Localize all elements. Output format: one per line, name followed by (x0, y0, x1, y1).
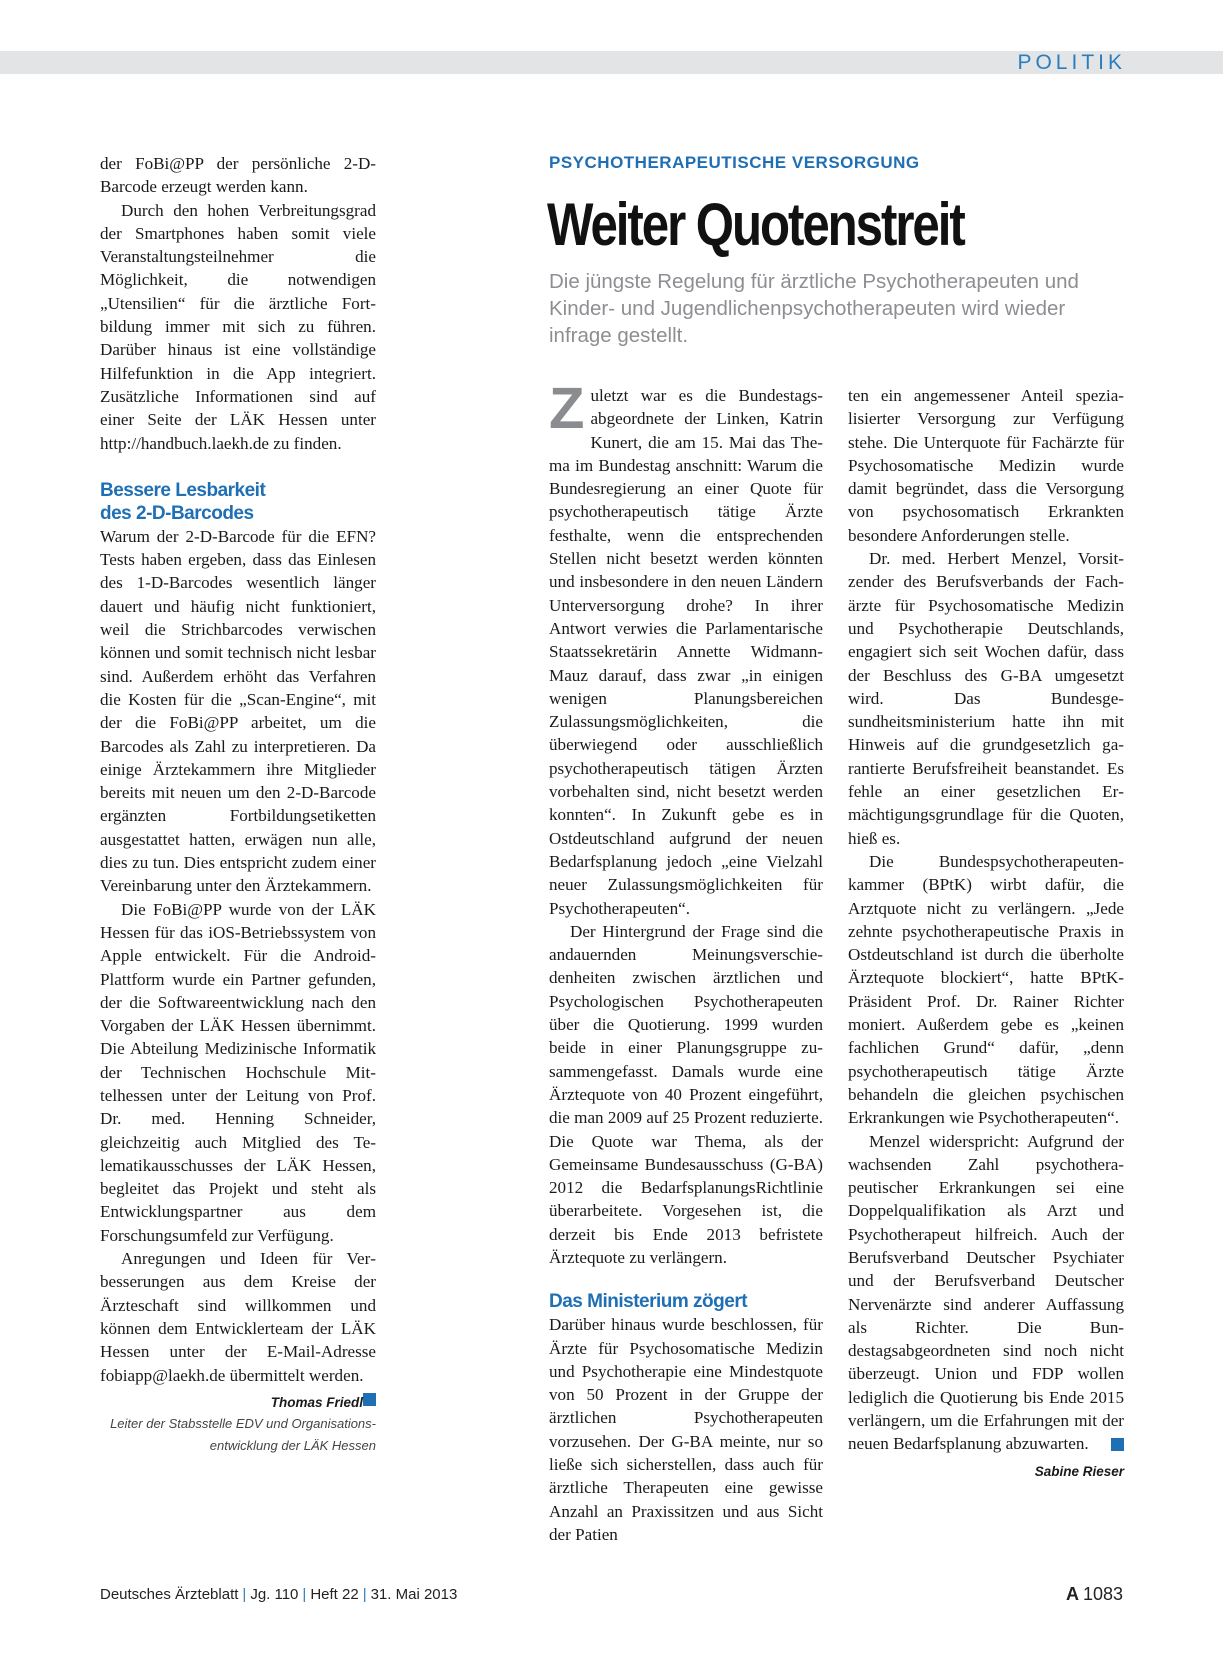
body-paragraph: Dr. med. Herbert Menzel, Vorsitzender des Berufsverbands der Fachärzte für Psychosomatische Medizin und Psychotherapie Deutschlands, engagiert sich seit Wochen dafür, dass der Beschluss des G-BA umgesetzt wird. Das Bundesgesundheitsministerium hatte ihn mit Hinweis auf die grundgesetzlich garantierte Berufsfreiheit beanstandet. Es fehle an einer gesetzlichen Ermächtigungsgrundlage für die Quoten, hieß es. (848, 549, 1124, 848)
body-paragraph (848, 1130, 1124, 1456)
footer-separator: | (242, 1586, 247, 1603)
affiliation-line: entwicklung der LÄK Hessen (209, 1437, 376, 1453)
issue-date: 31. Mai 2013 (370, 1586, 458, 1603)
body-paragraph (100, 1247, 376, 1387)
author-byline: Thomas Friedl (270, 1394, 363, 1410)
affiliation-line: Leiter der Stabsstelle EDV und Organisations- (110, 1415, 376, 1431)
author-byline: Sabine Rieser (1034, 1463, 1124, 1479)
subheading-line: Bessere Lesbarkeit (100, 479, 266, 501)
page-footer (100, 1585, 457, 1605)
article-title: Weiter Quotenstreit (547, 191, 964, 258)
page-prefix: A (1065, 1584, 1079, 1604)
paragraph-text: Menzel widerspricht: Aufgrund der wachsenden Zahl psychotherapeutischer Erkrankungen sei eine Doppelqualifikation als Arzt und Psychotherapeut hilfreich. Auch der Berufsverband Deutscher Psychiater und der Berufsverband Deutscher Nervenärzte sind anderer Auffassung als Richter. Die Bundestagsabgeordneten sind noch nicht überzeugt. Union und FDP wollen lediglich die Quotierung bis Ende 2015 verlängern, um die Erfahrungen mit der neuen Bedarfsplanung abzuwarten. (848, 1131, 1124, 1454)
page-number (1066, 1583, 1123, 1605)
subheading (100, 479, 376, 525)
paragraph-text: Anregungen und Ideen für Verbesserungen aus dem Kreise der Ärzteschaft sind willkommen und können dem Entwicklerteam der LÄK Hessen unter der E-Mail-Adresse fobiapp@laekh.de übermittelt werden. (100, 1249, 376, 1385)
body-paragraph (549, 376, 823, 920)
body-paragraph: Durch den hohen Verbreitungsgrad der Smartphones haben somit viele Veranstaltungsteilnehmer die Möglichkeit, die notwendigen „Utensilien“ für die ärztliche Fortbildung immer mit sich zu führen. Darüber hinaus ist eine vollständige Hilfefunktion in die App integriert. Zusätzliche Informationen sind auf einer Seite der LÄK Hessen unter http://handbuch.laekh.de zu finden. (100, 200, 376, 453)
article-lede: Die jüngste Regelung für ärztliche Psychotherapeuten und Kinder- und Jugendlichenpsychotherapeuten wird wieder infrage gestellt. (549, 270, 1079, 347)
subheading-line: des 2-D-Barcodes (100, 502, 254, 524)
end-mark-icon (1111, 1438, 1124, 1451)
author-affiliation (100, 1413, 376, 1457)
body-paragraph: Warum der 2-D-Barcode für die EFN? Tests haben ergeben, dass das Einlesen des 1-D-Barcodes wesentlich länger dauert und häufig nicht funktioniert, weil die Strichbarcodes verwischen können und somit technisch nicht lesbar sind. Außerdem erhöht das Verfahren die Kosten für die „Scan-Engine“, mit der die FoBi@PP arbeitet, um die Barcodes als Zahl zu interpretieren. Da einige Ärztekammern ihre Mitglieder bereits mit neuen um den 2-D-Barcode ergänzten Fortbildungsetiketten ausgestattet hatten, erwägen nun alle, dies zu tun. Dies entspricht zudem einer Vereinbarung unter den Ärztekammern. (100, 526, 376, 896)
paragraph-text: uletzt war es die Bundestagsabgeordnete der Linken, Katrin Kunert, die am 15. Mai das Thema im Bundestag anschnitt: Warum die Bundesregierung an einer Quote für psychotherapeutisch tätige Ärzte festhalte, wenn die entsprechenden Stellen nicht besetzt werden könnten und insbesondere in den neuen Ländern Unterversorgung drohe? In ihrer Antwort verwies die Parlamentarische Staatssekretärin Annette Widmann-Mauz darauf, dass zwar „in einigen wenigen Planungsbereichen Zulassungsmöglichkeiten, die überwiegend oder ausschließlich psychotherapeutisch tätigen Ärzten vorbehalten sind, nicht besetzt werden konnten“. In Zukunft gebe es in Ostdeutschland aufgrund der neuen Bedarfsplanung jedoch „eine Vielzahl neuer Zulassungsmöglichkeiten für Psychotherapeuten“. (549, 386, 823, 918)
footer-separator: | (362, 1586, 367, 1603)
end-mark-icon (363, 1393, 376, 1406)
body-paragraph: Darüber hinaus wurde beschlossen, für Ärzte für Psychosomatische Medizin und Psychotherapie eine Mindestquote von 50 Prozent in der Gruppe der ärztlichen Psychotherapeuten vorzusehen. Der G-BA meinte, nur so ließe sich sicherstellen, dass auch für ärztliche Therapeuten eine gewisse Anzahl an Praxissitzen und aus Sicht der Patien (549, 1315, 823, 1544)
left-column (100, 152, 376, 1457)
article-kicker: PSYCHOTHERAPEUTISCHE VERSORGUNG (549, 153, 920, 172)
footer-separator: | (302, 1586, 307, 1603)
article-column-3 (848, 384, 1124, 1482)
body-paragraph: Der Hintergrund der Frage sind die andauernden Meinungsverschiedenheiten zwischen ärztlichen und Psychologischen Psychotherapeuten über die Quotierung. 1999 wurden beide in einer Planungsgruppe zusammengefasst. Damals wurde eine Ärztequote von 40 Prozent eingeführt, die man 2009 auf 25 Prozent reduzierte. Die Quote war Thema, als der Gemeinsame Bundesausschuss (G-BA) 2012 die BedarfsplanungsRichtlinie überarbeitete. Vorgesehen ist, die derzeit bis Ende 2013 befristete Ärztequote zu verlängern. (549, 921, 823, 1267)
journal-volume: Jg. 110 (250, 1586, 299, 1603)
page-number-value: 1083 (1082, 1584, 1123, 1604)
body-paragraph: ten ein angemessener Anteil spezialisierter Versorgung zur Verfügung stehe. Die Unterquote für Fachärzte für Psychosomatische Medizin wurde damit begründet, dass die Versorgung von psychosomatisch Erkrankten besondere Anforderungen stelle. (848, 386, 1124, 545)
subheading: Das Ministerium zögert (549, 1291, 748, 1313)
body-paragraph: Die FoBi@PP wurde von der LÄK Hessen für das iOS-Betriebssystem von Apple entwickelt. Für die Android-Plattform wurde ein Partner gefunden, der die Softwareentwicklung nach den Vorgaben der LÄK Hessen übernimmt. Die Abteilung Medizinische Informatik der Technischen Hochschule Mittelhessen unter der Leitung von Prof. Dr. med. Henning Schneider, gleichzeitig auch Mitglied des Telematikausschusses der LÄK Hessen, begleitet das Projekt und steht als Entwicklungspartner aus dem Forschungsumfeld zur Verfügung. (100, 899, 376, 1245)
journal-name: Deutsches Ärzteblatt (100, 1586, 239, 1603)
drop-cap: Z (549, 376, 585, 441)
journal-issue: Heft 22 (310, 1586, 359, 1603)
body-paragraph: Die Bundespsychotherapeutenkammer (BPtK) wirbt dafür, die Arztquote nicht zu verlängern. „Jede zehnte psychotherapeutische Praxis in Ostdeutschland ist durch die überholte Ärztequote blockiert“, hatte BPtK-Präsident Prof. Dr. Rainer Richter moniert. Außerdem gebe es „keinen fachlichen Grund“ dafür, „denn psychotherapeutisch tätige Ärzte behandeln die gleichen psychischen Erkrankungen wie Psychotherapeuten“. (848, 851, 1124, 1128)
section-label: POLITIK (1017, 51, 1126, 74)
article-column-2 (549, 376, 823, 1546)
body-paragraph: der FoBi@PP der persönliche 2-D-Barcode erzeugt werden kann. (100, 154, 376, 197)
